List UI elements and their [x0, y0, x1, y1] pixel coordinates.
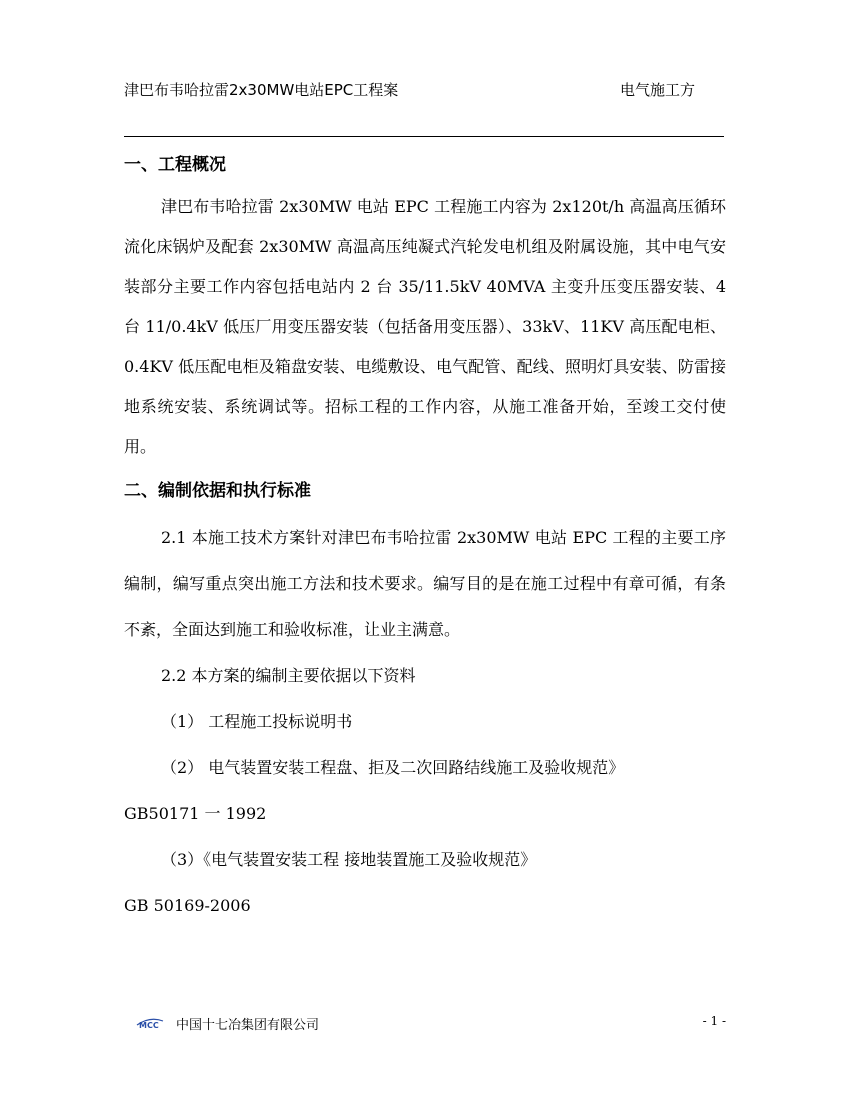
document-title: 津巴布韦哈拉雷2x30MW电站EPC工程案: [124, 81, 399, 99]
reference-item-2-code: GB50171 一 1992: [124, 804, 267, 823]
reference-item-1: （1） 工程施工投标说明书: [161, 712, 353, 731]
company-logo-icon: [136, 1015, 164, 1029]
reference-item-2: （2） 电气装置安装工程盘、拒及二次回路结线施工及验收规范》: [161, 758, 625, 777]
svg-text:MCC: MCC: [139, 1021, 159, 1029]
paragraph-2-1: 2.1 本施工技术方案针对津巴布韦哈拉雷 2x30MW 电站 EPC 工程的主要工序编制，编写重点突出施工方法和技术要求。编写目的是在施工过程中有章可循，有条不紊，全面达到施工和验收标准，让业主满意。: [124, 528, 726, 639]
section-1-heading: 一、工程概况: [124, 155, 226, 175]
company-name: 中国十七冶集团有限公司: [176, 1018, 320, 1033]
page-footer: [136, 1010, 726, 1036]
document-body: [124, 147, 726, 929]
header-divider: [124, 136, 724, 137]
document-section: 电气施工方: [620, 81, 696, 99]
section-1-paragraph: 津巴布韦哈拉雷 2x30MW 电站 EPC 工程施工内容为 2x120t/h 高温高压循环流化床锅炉及配套 2x30MW 高温高压纯凝式汽轮发电机组及附属设施，其中电气安装部分主要工作内容包括电站内 2 台 35/11.5kV 40MVA 主变升压变压器安装、4 台 11/0.4kV 低压厂用变压器安装（包括备用变压器）、33kV、11KV 高压配电柜、0.4KV 低压配电柜及箱盘安装、电缆敷设、电气配管、配线、照明灯具安装、防雷接地系统安装、系统调试等。招标工程的工作内容，从施工准备开始，至竣工交付使用。: [124, 197, 726, 456]
reference-item-3: （3）《电气装置安装工程 接地装置施工及验收规范》: [161, 850, 537, 869]
paragraph-2-2: 2.2 本方案的编制主要依据以下资料: [161, 666, 416, 685]
section-2-heading: 二、编制依据和执行标准: [124, 481, 311, 501]
reference-item-3-code: GB 50169-2006: [124, 896, 251, 915]
page-number: - 1 -: [702, 1014, 726, 1028]
